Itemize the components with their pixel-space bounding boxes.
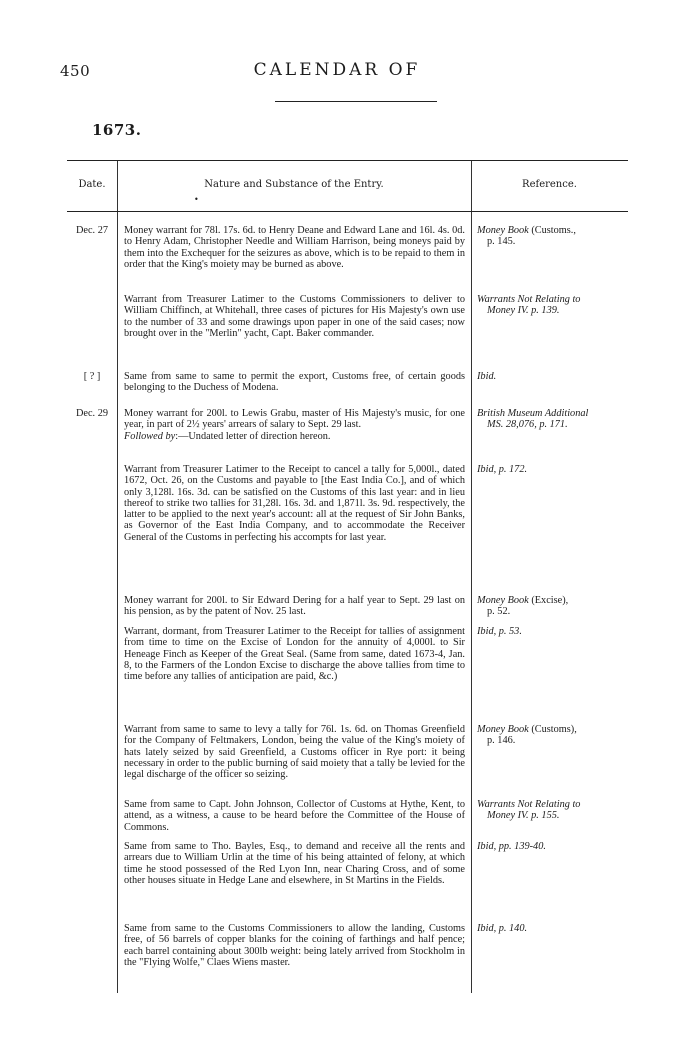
calendar-table — [67, 160, 628, 993]
page-number: 450 — [60, 62, 91, 80]
entry-reference — [477, 799, 627, 822]
reference-page: p. 145. — [487, 236, 516, 248]
reference-title: Ibid, p. 172. — [477, 464, 528, 475]
entry-text — [124, 408, 465, 442]
reference-title: Ibid, pp. 139-40. — [477, 841, 546, 852]
entry-text: Money warrant for 78l. 17s. 6d. to Henry Deane and Edward Lane and 16l. 4s. 0d. to Henry Adam, Christopher Needle and William Harrison, being moneys paid by them into the Exchequer for the seizures as above, which is to be repaid to them in order that the King's moiety may be burned as above. — [124, 225, 465, 270]
followed-by-note — [124, 431, 465, 442]
entry-reference — [477, 923, 627, 934]
entry-text: Same from same to same to permit the export, Customs free, of certain goods belonging to the Duchess of Modena. — [124, 371, 465, 394]
entry-reference — [477, 408, 627, 431]
entry-text: Warrant, dormant, from Treasurer Latimer to the Receipt for tallies of assignment from time to time on the Excise of London for the annuity of 4,000l. to Sir Heneage Finch as Keeper of the Great Seal. (Same from same, dated 1673-4, Jan. 8, to the Farmers of the London Excise to discharge the above tallies from time to time before any tallies of anticipation are paid, &c.) — [124, 626, 465, 683]
reference-page: Money IV. p. 139. — [487, 305, 560, 317]
followed-text: :—Undated letter of direction hereon. — [175, 430, 331, 442]
reference-title: Money Book — [477, 724, 529, 735]
column-divider — [117, 161, 118, 993]
entry-body: Money warrant for 200l. to Lewis Grabu, master of His Majesty's music, for one year, in part of 2½ years' arrears of salary to Sept. 29 last. — [124, 408, 465, 431]
entry-date: Dec. 29 — [75, 408, 109, 419]
followed-label: Followed by — [124, 430, 176, 442]
reference-page: p. 146. — [487, 735, 516, 747]
reference-title: Ibid, p. 140. — [477, 923, 528, 934]
reference-page: MS. 28,076, p. 171. — [487, 419, 568, 431]
table-header — [67, 161, 628, 212]
entry-date: Dec. 27 — [75, 225, 109, 236]
reference-title: Ibid, p. 53. — [477, 626, 522, 637]
reference-detail: (Customs., — [531, 225, 576, 236]
entry-reference — [477, 371, 627, 382]
reference-detail: (Customs), — [531, 724, 577, 735]
entry-reference — [477, 595, 627, 618]
reference-title: Warrants Not Relating to — [477, 294, 581, 305]
reference-title: Warrants Not Relating to — [477, 799, 581, 810]
running-title: CALENDAR OF — [253, 60, 421, 80]
entry-text: Warrant from Treasurer Latimer to the Customs Commissioners to deliver to William Chiffinch, at Whitehall, three cases of pictures for His Majesty's own use to the number of 33 and some drawings upon paper in one of the said cases; now brought over in the "Merlin" yacht, Capt. Baker commander. — [124, 294, 465, 339]
entry-reference — [477, 464, 627, 475]
reference-page: Money IV. p. 155. — [487, 810, 560, 822]
entry-text: Money warrant for 200l. to Sir Edward Dering for a half year to Sept. 29 last on his pension, as by the patent of Nov. 25 last. — [124, 595, 465, 618]
entry-text: Warrant from Treasurer Latimer to the Receipt to cancel a tally for 5,000l., dated 1672, Oct. 26, on the Customs and payable to [the East India Co.], and of which only 3,128l. 16s. 3d. can be satisfied on the Customs of this last year: and in lieu thereof to strike two tallies for 31,28l. 16s. 3d. and 1,871l. 3s. 9d. respectively, the latter to be applied to the next year's account: all at the request of Sir John Banks, as Governor of the East India Company, and to accommodate the Receiver General of the Customs in perfecting his accompts for last year. — [124, 464, 465, 543]
reference-title: Money Book — [477, 595, 529, 606]
printer-mark: • — [194, 195, 199, 204]
entry-reference — [477, 294, 627, 317]
header-reference: Reference. — [522, 179, 577, 190]
reference-title: British Museum Additional — [477, 408, 589, 419]
reference-page: p. 52. — [487, 606, 511, 618]
entry-reference — [477, 724, 627, 747]
entry-text: Same from same to Capt. John Johnson, Collector of Customs at Hythe, Kent, to attend, as a witness, a cause to be heard before the Committee of the House of Commons. — [124, 799, 465, 833]
header-date: Date. — [78, 179, 106, 190]
entry-text: Warrant from same to same to levy a tally for 76l. 1s. 6d. on Thomas Greenfield for the Company of Feltmakers, London, being the value of the King's moiety of hats lately seized by said Greenfield, a Customs officer in Rye port: it being necessary in order to the public burning of said moiety that a tally be levied for the legal discharge of the officer so seizing. — [124, 724, 465, 781]
entry-reference — [477, 225, 627, 248]
reference-title: Ibid. — [477, 371, 497, 382]
entry-text: Same from same to the Customs Commissioners to allow the landing, Customs free, of 56 barrels of copper blanks for the coining of farthings and half pence; each barrel containing about 300lb weight: being lately arrived from Stockholm in the "Flying Wolfe," Claes Wiens master. — [124, 923, 465, 968]
entry-date: [ ? ] — [83, 371, 101, 382]
entry-reference — [477, 626, 627, 637]
entry-reference — [477, 841, 627, 852]
column-divider — [471, 161, 472, 993]
entry-text: Same from same to Tho. Bayles, Esq., to demand and receive all the rents and arrears due to William Urlin at the time of his being attainted of felony, at which time he stood possessed of the Red Lyon Inn, near Charing Cross, and of some other houses situate in Hedge Lane and elsewhere, in St Martins in the Fields. — [124, 841, 465, 886]
reference-detail: (Excise), — [531, 595, 569, 606]
reference-title: Money Book — [477, 225, 529, 236]
header-nature: Nature and Substance of the Entry. — [204, 179, 384, 190]
title-rule — [275, 101, 437, 102]
year-heading: 1673. — [92, 121, 142, 139]
